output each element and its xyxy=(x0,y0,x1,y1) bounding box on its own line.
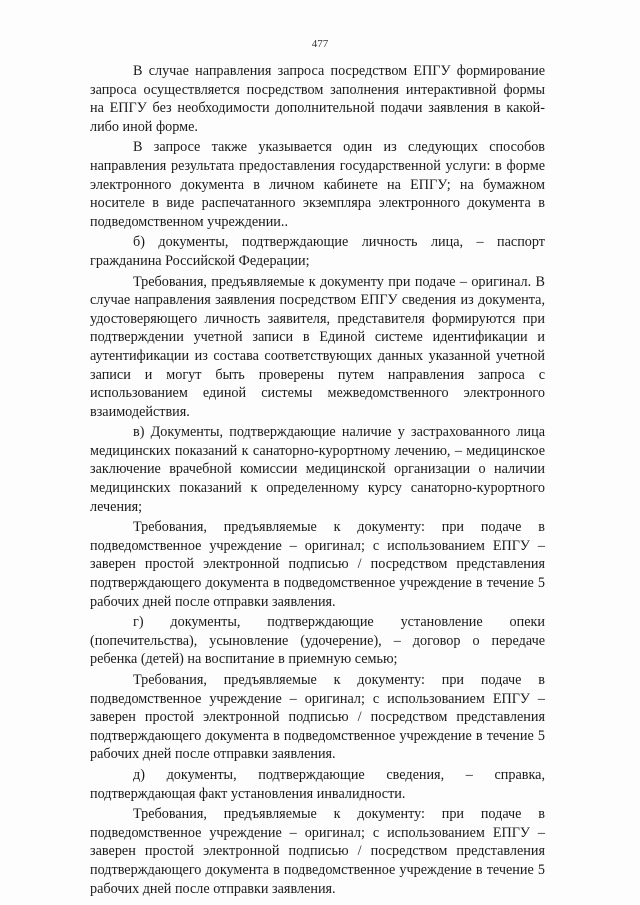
paragraph-item-g-requirements: Требования, предъявляемые к документу: при подаче в подведомственное учреждение – оригинал; с использованием ЕПГУ – заверен простой электронной подписью / посредством представления подтверждающего документа в подведомственное учреждение в течение 5 рабочих дней после отправки заявления. xyxy=(90,672,545,763)
paragraph-item-d: д) документы, подтверждающие сведения, – справка, подтверждающая факт установления инвалидности. xyxy=(90,766,545,802)
paragraph-item-v: в) Документы, подтверждающие наличие у застрахованного лица медицинских показаний к санаторно-курортному лечению, – медицинское заключение врачебной комиссии медицинской организации о наличии медицинских показаний к определенному курсу санаторно-курортного лечения; xyxy=(90,424,545,515)
paragraph-epgu-request: В случае направления запроса посредством ЕПГУ формирование запроса осуществляется посредством заполнения интерактивной формы на ЕПГУ без необходимости дополнительной подачи заявления в какой-либо иной форме. xyxy=(90,63,545,135)
paragraph-item-b: б) документы, подтверждающие личность лица, – паспорт гражданина Российской Федерации; xyxy=(90,234,545,269)
document-body xyxy=(90,62,545,898)
paragraph-item-v-requirements: Требования, предъявляемые к документу: при подаче в подведомственное учреждение – оригинал; с использованием ЕПГУ – заверен простой электронной подписью / посредством представления подтверждающего документа в подведомственное учреждение в течение 5 рабочих дней после отправки заявления. xyxy=(90,519,545,610)
paragraph-item-g: г) документы, подтверждающие установление опеки (попечительства), усыновление (удочерение), – договор о передаче ребенка (детей) на воспитание в приемную семью; xyxy=(90,614,545,668)
paragraph-item-d-requirements: Требования, предъявляемые к документу: при подаче в подведомственное учреждение – оригинал; с использованием ЕПГУ – заверен простой электронной подписью / посредством представления подтверждающего документа в подведомственное учреждение в течение 5 рабочих дней после отправки заявления. xyxy=(90,806,545,897)
paragraph-item-b-requirements: Требования, предъявляемые к документу при подаче – оригинал. В случае направления заявления посредством ЕПГУ сведения из документа, удостоверяющего личность заявителя, представителя формируются при подтверждении учетной записи в Единой системе идентификации и аутентификации из состава соответствующих данных указанной учетной записи и могут быть проверены путем направления запроса с использованием единой системы межведомственного электронного взаимодействия. xyxy=(90,273,545,420)
paragraph-result-delivery: В запросе также указывается один из следующих способов направления результата предоставления государственной услуги: в форме электронного документа в личном кабинете на ЕПГУ; на бумажном носителе в виде распечатанного экземпляра электронного документа в подведомственном учреждении.. xyxy=(90,139,545,230)
page-number: 477 xyxy=(311,38,329,50)
